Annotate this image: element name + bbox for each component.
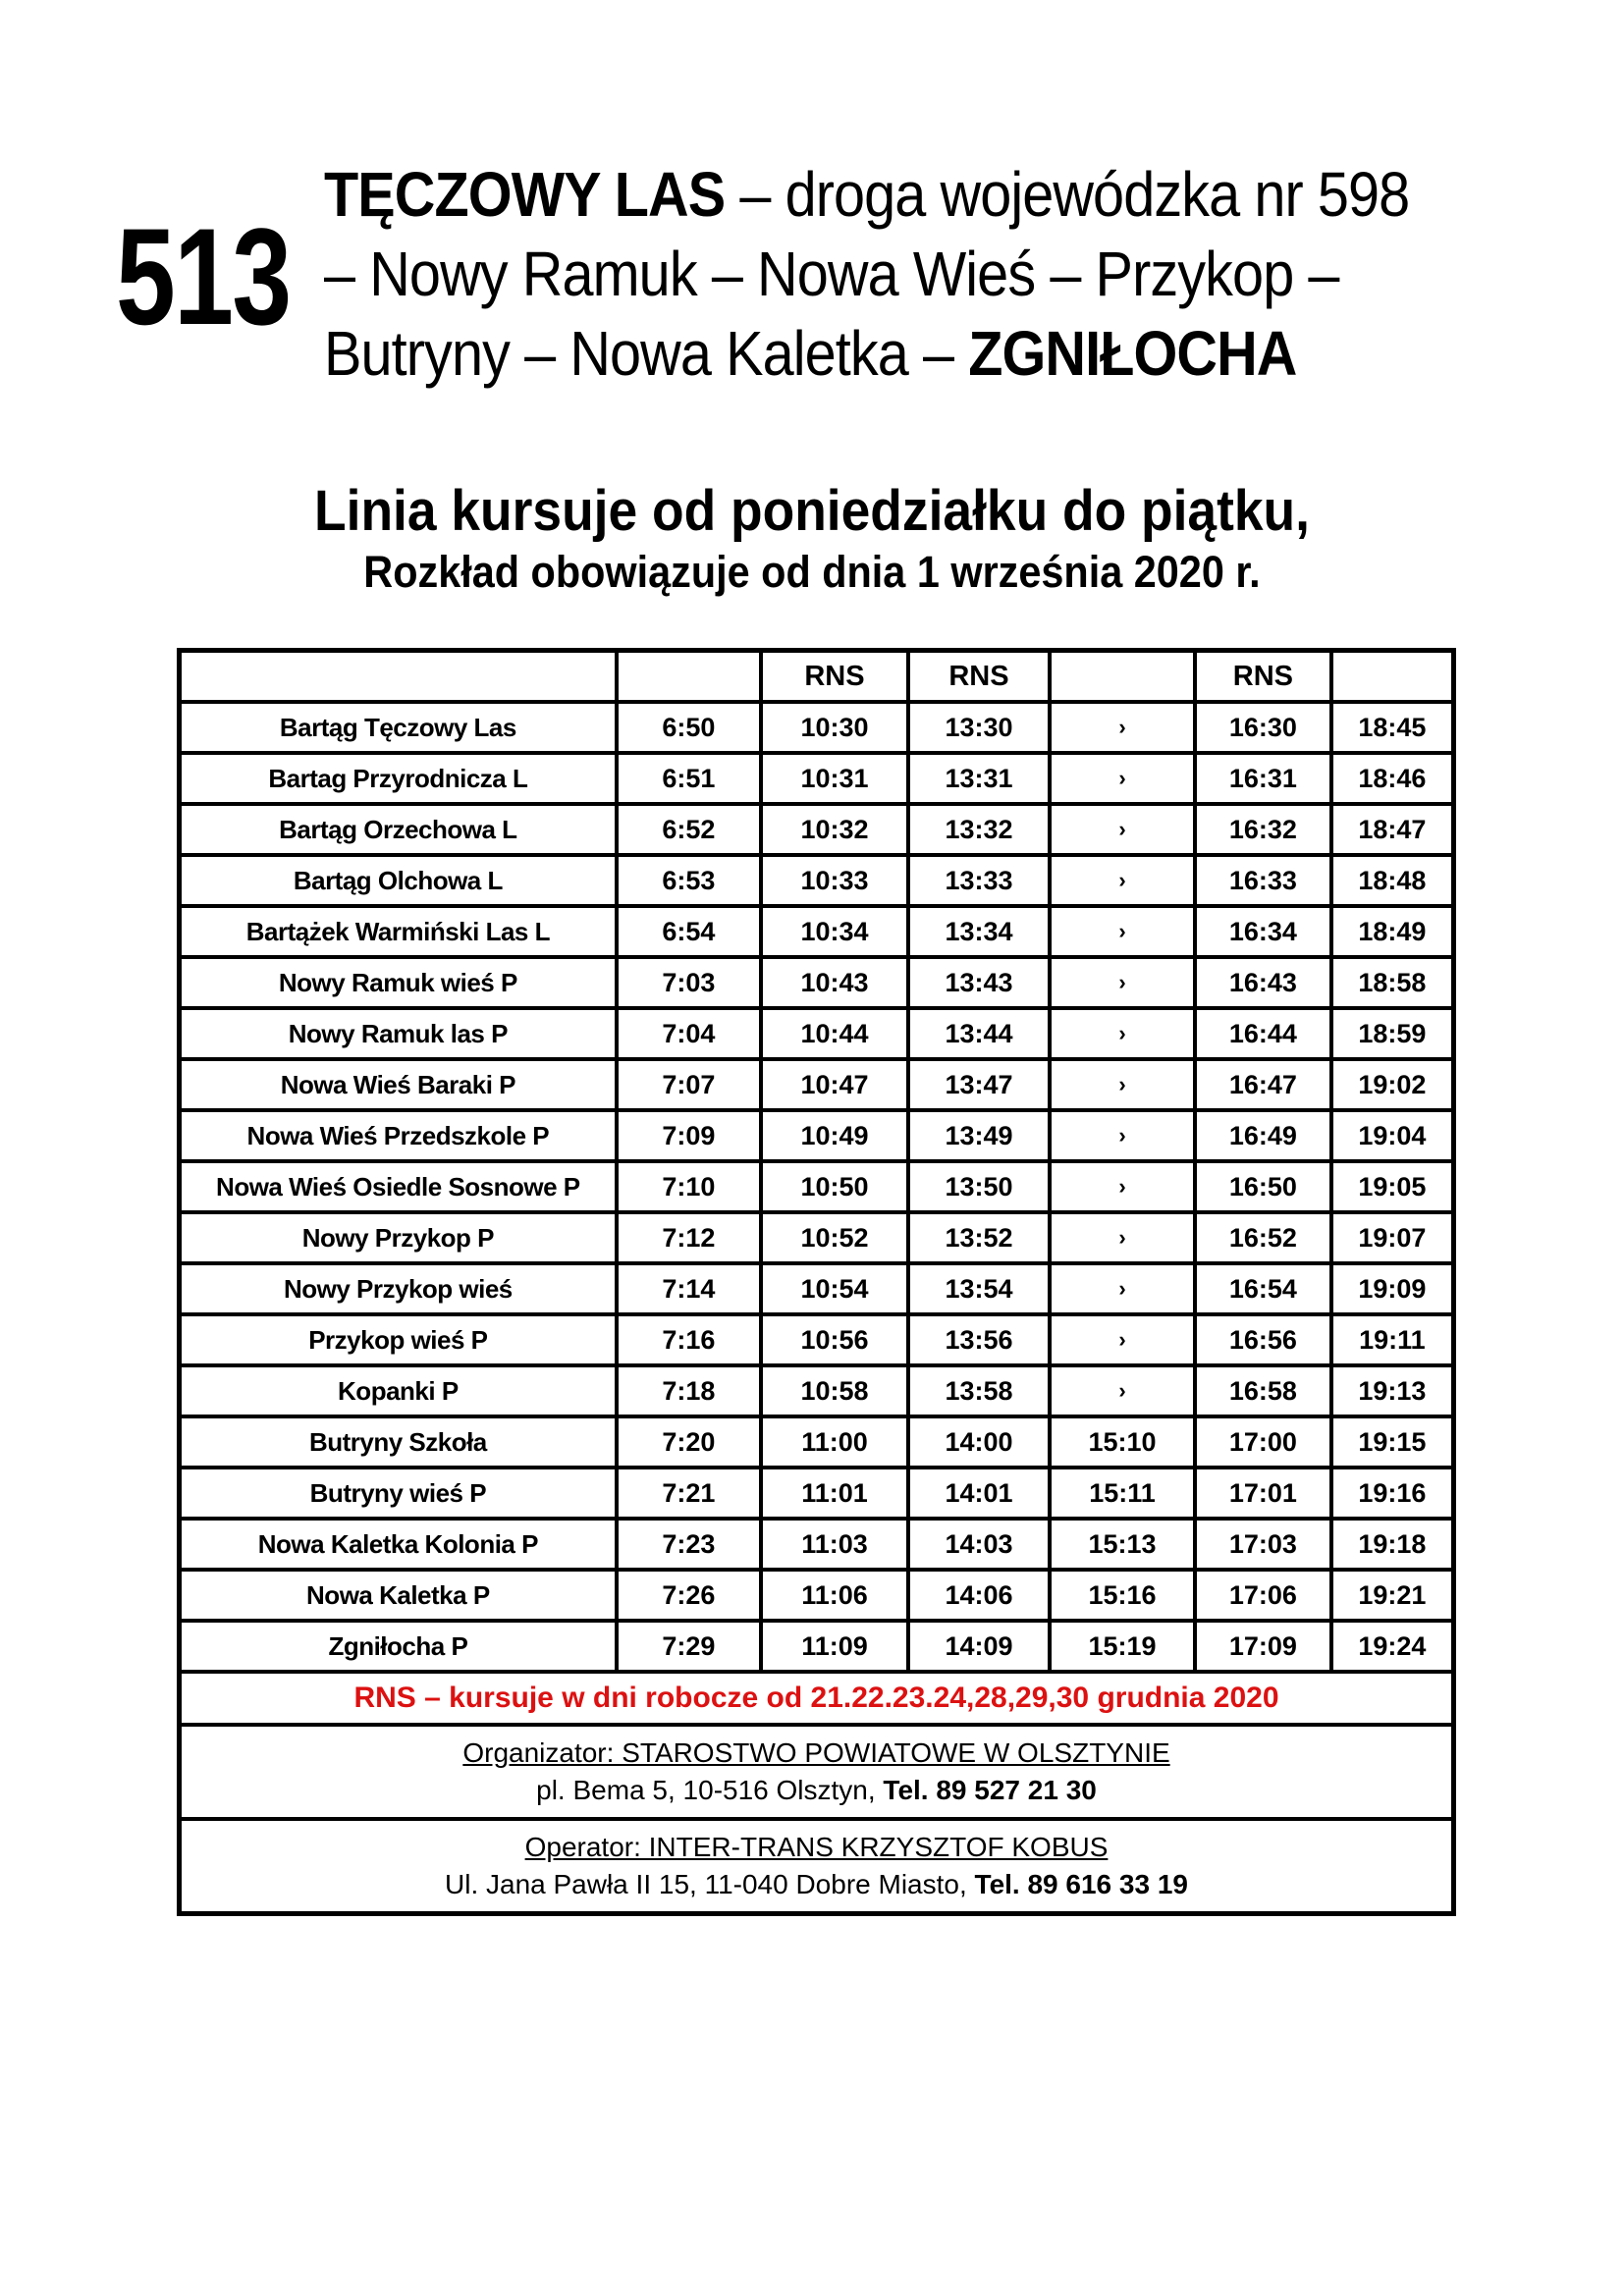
header-cell-empty [1050,651,1195,703]
table-row [180,1059,1454,1110]
time-cell: 16:52 [1195,1212,1331,1263]
table-row [180,957,1454,1008]
header-cell-rns: RNS [908,651,1050,703]
stop-name-cell: Bartąg Olchowa L [180,855,617,906]
stop-name-cell: Nowy Przykop P [180,1212,617,1263]
rns-note-row [180,1672,1454,1725]
through-arrow-cell: › [1050,1059,1195,1110]
through-arrow-cell: › [1050,753,1195,804]
time-cell: 13:43 [908,957,1050,1008]
time-cell: 10:30 [761,702,908,753]
time-cell: 19:07 [1331,1212,1454,1263]
timetable-header-row [180,651,1454,703]
time-cell: 18:59 [1331,1008,1454,1059]
time-cell: 10:49 [761,1110,908,1161]
time-cell: 19:24 [1331,1621,1454,1672]
stop-name-cell: Nowy Przykop wieś [180,1263,617,1314]
time-cell: 13:54 [908,1263,1050,1314]
time-cell: 19:16 [1331,1468,1454,1519]
header-cell-empty [1331,651,1454,703]
operator-address-line [182,1869,1451,1900]
stop-name-cell: Zgniłocha P [180,1621,617,1672]
through-arrow-cell: › [1050,1161,1195,1212]
stop-name-cell: Nowa Wieś Osiedle Sosnowe P [180,1161,617,1212]
through-arrow-cell: › [1050,1008,1195,1059]
table-row [180,1314,1454,1365]
time-cell: 14:03 [908,1519,1050,1570]
time-cell: 7:29 [617,1621,761,1672]
time-cell: 10:58 [761,1365,908,1416]
time-cell: 13:50 [908,1161,1050,1212]
time-cell: 16:32 [1195,804,1331,855]
time-cell: 16:47 [1195,1059,1331,1110]
through-arrow-cell: › [1050,1212,1195,1263]
time-cell: 18:58 [1331,957,1454,1008]
stop-name-cell: Nowy Ramuk wieś P [180,957,617,1008]
time-cell: 10:54 [761,1263,908,1314]
time-cell: 7:04 [617,1008,761,1059]
time-cell: 10:31 [761,753,908,804]
time-cell: 14:00 [908,1416,1050,1468]
time-cell: 11:06 [761,1570,908,1621]
time-cell: 13:34 [908,906,1050,957]
time-cell: 10:34 [761,906,908,957]
stop-name-cell: Butryny wieś P [180,1468,617,1519]
time-cell: 11:00 [761,1416,908,1468]
time-cell: 18:49 [1331,906,1454,957]
route-title-line-2: – Nowy Ramuk – Nowa Wieś – Przykop – [324,239,1339,309]
validity-note: Rozkład obowiązuje od dnia 1 września 2020 r. [363,547,1261,597]
through-arrow-cell: › [1050,1365,1195,1416]
time-cell: 18:48 [1331,855,1454,906]
header-cell-empty [617,651,761,703]
time-cell: 16:44 [1195,1008,1331,1059]
time-cell: 14:09 [908,1621,1050,1672]
time-cell: 17:09 [1195,1621,1331,1672]
time-cell: 18:45 [1331,702,1454,753]
table-row [180,906,1454,957]
service-days-note: Linia kursuje od poniedziałku do piątku, [314,479,1310,543]
time-cell: 13:33 [908,855,1050,906]
route-title-line3-prefix: Butryny – Nowa Kaletka – [324,318,969,389]
stop-name-cell: Bartąg Tęczowy Las [180,702,617,753]
time-cell: 15:19 [1050,1621,1195,1672]
route-title-destination: ZGNIŁOCHA [968,318,1297,389]
time-cell: 10:44 [761,1008,908,1059]
operator-row [180,1819,1454,1914]
stop-name-cell: Butryny Szkoła [180,1416,617,1468]
operator-address: Ul. Jana Pawła II 15, 11-040 Dobre Miasto, [445,1869,975,1899]
table-row [180,1570,1454,1621]
time-cell: 16:50 [1195,1161,1331,1212]
stop-name-cell: Nowa Kaletka P [180,1570,617,1621]
header-cell-rns: RNS [1195,651,1331,703]
time-cell: 14:01 [908,1468,1050,1519]
time-cell: 19:13 [1331,1365,1454,1416]
table-row [180,1110,1454,1161]
time-cell: 16:30 [1195,702,1331,753]
through-arrow-cell: › [1050,702,1195,753]
time-cell: 19:15 [1331,1416,1454,1468]
time-cell: 17:06 [1195,1570,1331,1621]
time-cell: 7:18 [617,1365,761,1416]
time-cell: 7:26 [617,1570,761,1621]
stop-name-cell: Bartag Przyrodnicza L [180,753,617,804]
time-cell: 16:43 [1195,957,1331,1008]
organizer-address: pl. Bema 5, 10-516 Olsztyn, [536,1775,884,1805]
table-row [180,1212,1454,1263]
table-row [180,702,1454,753]
through-arrow-cell: › [1050,1314,1195,1365]
route-title-line-1 [324,155,1409,235]
time-cell: 6:53 [617,855,761,906]
table-row [180,1468,1454,1519]
time-cell: 7:03 [617,957,761,1008]
organizer-phone: Tel. 89 527 21 30 [883,1775,1097,1805]
organizer-title: Organizator: STAROSTWO POWIATOWE W OLSZTYNIE [462,1737,1170,1768]
table-row [180,1161,1454,1212]
time-cell: 7:20 [617,1416,761,1468]
time-cell: 7:09 [617,1110,761,1161]
time-cell: 16:33 [1195,855,1331,906]
time-cell: 6:50 [617,702,761,753]
time-cell: 10:52 [761,1212,908,1263]
table-row [180,1416,1454,1468]
time-cell: 7:23 [617,1519,761,1570]
time-cell: 10:50 [761,1161,908,1212]
time-cell: 10:56 [761,1314,908,1365]
time-cell: 10:47 [761,1059,908,1110]
time-cell: 16:49 [1195,1110,1331,1161]
stop-name-cell: Nowa Kaletka Kolonia P [180,1519,617,1570]
through-arrow-cell: › [1050,906,1195,957]
time-cell: 15:10 [1050,1416,1195,1468]
time-cell: 16:56 [1195,1314,1331,1365]
time-cell: 13:32 [908,804,1050,855]
time-cell: 6:52 [617,804,761,855]
route-number: 513 [116,199,291,353]
time-cell: 15:11 [1050,1468,1195,1519]
time-cell: 7:12 [617,1212,761,1263]
time-cell: 13:47 [908,1059,1050,1110]
time-cell: 13:56 [908,1314,1050,1365]
through-arrow-cell: › [1050,1263,1195,1314]
operator-cell [180,1819,1454,1914]
table-row [180,804,1454,855]
table-row [180,1263,1454,1314]
route-title-origin: TĘCZOWY LAS [324,159,726,230]
table-row [180,1621,1454,1672]
through-arrow-cell: › [1050,1110,1195,1161]
time-cell: 13:31 [908,753,1050,804]
time-cell: 13:44 [908,1008,1050,1059]
time-cell: 18:46 [1331,753,1454,804]
through-arrow-cell: › [1050,855,1195,906]
stop-name-cell: Nowy Ramuk las P [180,1008,617,1059]
time-cell: 13:58 [908,1365,1050,1416]
time-cell: 19:02 [1331,1059,1454,1110]
through-arrow-cell: › [1050,957,1195,1008]
operator-title: Operator: INTER-TRANS KRZYSZTOF KOBUS [524,1832,1109,1862]
time-cell: 7:10 [617,1161,761,1212]
organizer-address-line [182,1775,1451,1806]
time-cell: 6:54 [617,906,761,957]
time-cell: 10:43 [761,957,908,1008]
time-cell: 19:18 [1331,1519,1454,1570]
time-cell: 11:01 [761,1468,908,1519]
stop-name-cell: Kopanki P [180,1365,617,1416]
header-cell-rns: RNS [761,651,908,703]
time-cell: 10:32 [761,804,908,855]
time-cell: 19:11 [1331,1314,1454,1365]
time-cell: 11:09 [761,1621,908,1672]
header-cell-empty [180,651,617,703]
time-cell: 11:03 [761,1519,908,1570]
organizer-cell [180,1725,1454,1819]
route-title [324,155,1409,394]
operator-phone: Tel. 89 616 33 19 [974,1869,1188,1899]
time-cell: 13:49 [908,1110,1050,1161]
time-cell: 10:33 [761,855,908,906]
time-cell: 15:13 [1050,1519,1195,1570]
time-cell: 13:30 [908,702,1050,753]
time-cell: 13:52 [908,1212,1050,1263]
time-cell: 19:21 [1331,1570,1454,1621]
rns-note-text: RNS – kursuje w dni robocze od 21.22.23.24,28,29,30 grudnia 2020 [180,1672,1454,1725]
time-cell: 19:04 [1331,1110,1454,1161]
time-cell: 18:47 [1331,804,1454,855]
time-cell: 14:06 [908,1570,1050,1621]
stop-name-cell: Bartąg Orzechowa L [180,804,617,855]
through-arrow-cell: › [1050,804,1195,855]
route-title-line-3 [324,314,1409,394]
time-cell: 7:07 [617,1059,761,1110]
organizer-row [180,1725,1454,1819]
table-row [180,855,1454,906]
time-cell: 16:58 [1195,1365,1331,1416]
table-row [180,1365,1454,1416]
timetable [177,648,1456,1916]
time-cell: 17:00 [1195,1416,1331,1468]
table-row [180,1519,1454,1570]
time-cell: 16:54 [1195,1263,1331,1314]
time-cell: 17:03 [1195,1519,1331,1570]
time-cell: 19:09 [1331,1263,1454,1314]
time-cell: 16:34 [1195,906,1331,957]
table-row [180,753,1454,804]
time-cell: 19:05 [1331,1161,1454,1212]
time-cell: 17:01 [1195,1468,1331,1519]
table-row [180,1008,1454,1059]
time-cell: 7:16 [617,1314,761,1365]
time-cell: 7:14 [617,1263,761,1314]
time-cell: 15:16 [1050,1570,1195,1621]
stop-name-cell: Nowa Wieś Baraki P [180,1059,617,1110]
time-cell: 6:51 [617,753,761,804]
timetable-body [180,702,1454,1672]
time-cell: 7:21 [617,1468,761,1519]
stop-name-cell: Przykop wieś P [180,1314,617,1365]
route-title-line1-rest: – droga wojewódzka nr 598 [725,159,1410,230]
stop-name-cell: Bartążek Warmiński Las L [180,906,617,957]
time-cell: 16:31 [1195,753,1331,804]
stop-name-cell: Nowa Wieś Przedszkole P [180,1110,617,1161]
